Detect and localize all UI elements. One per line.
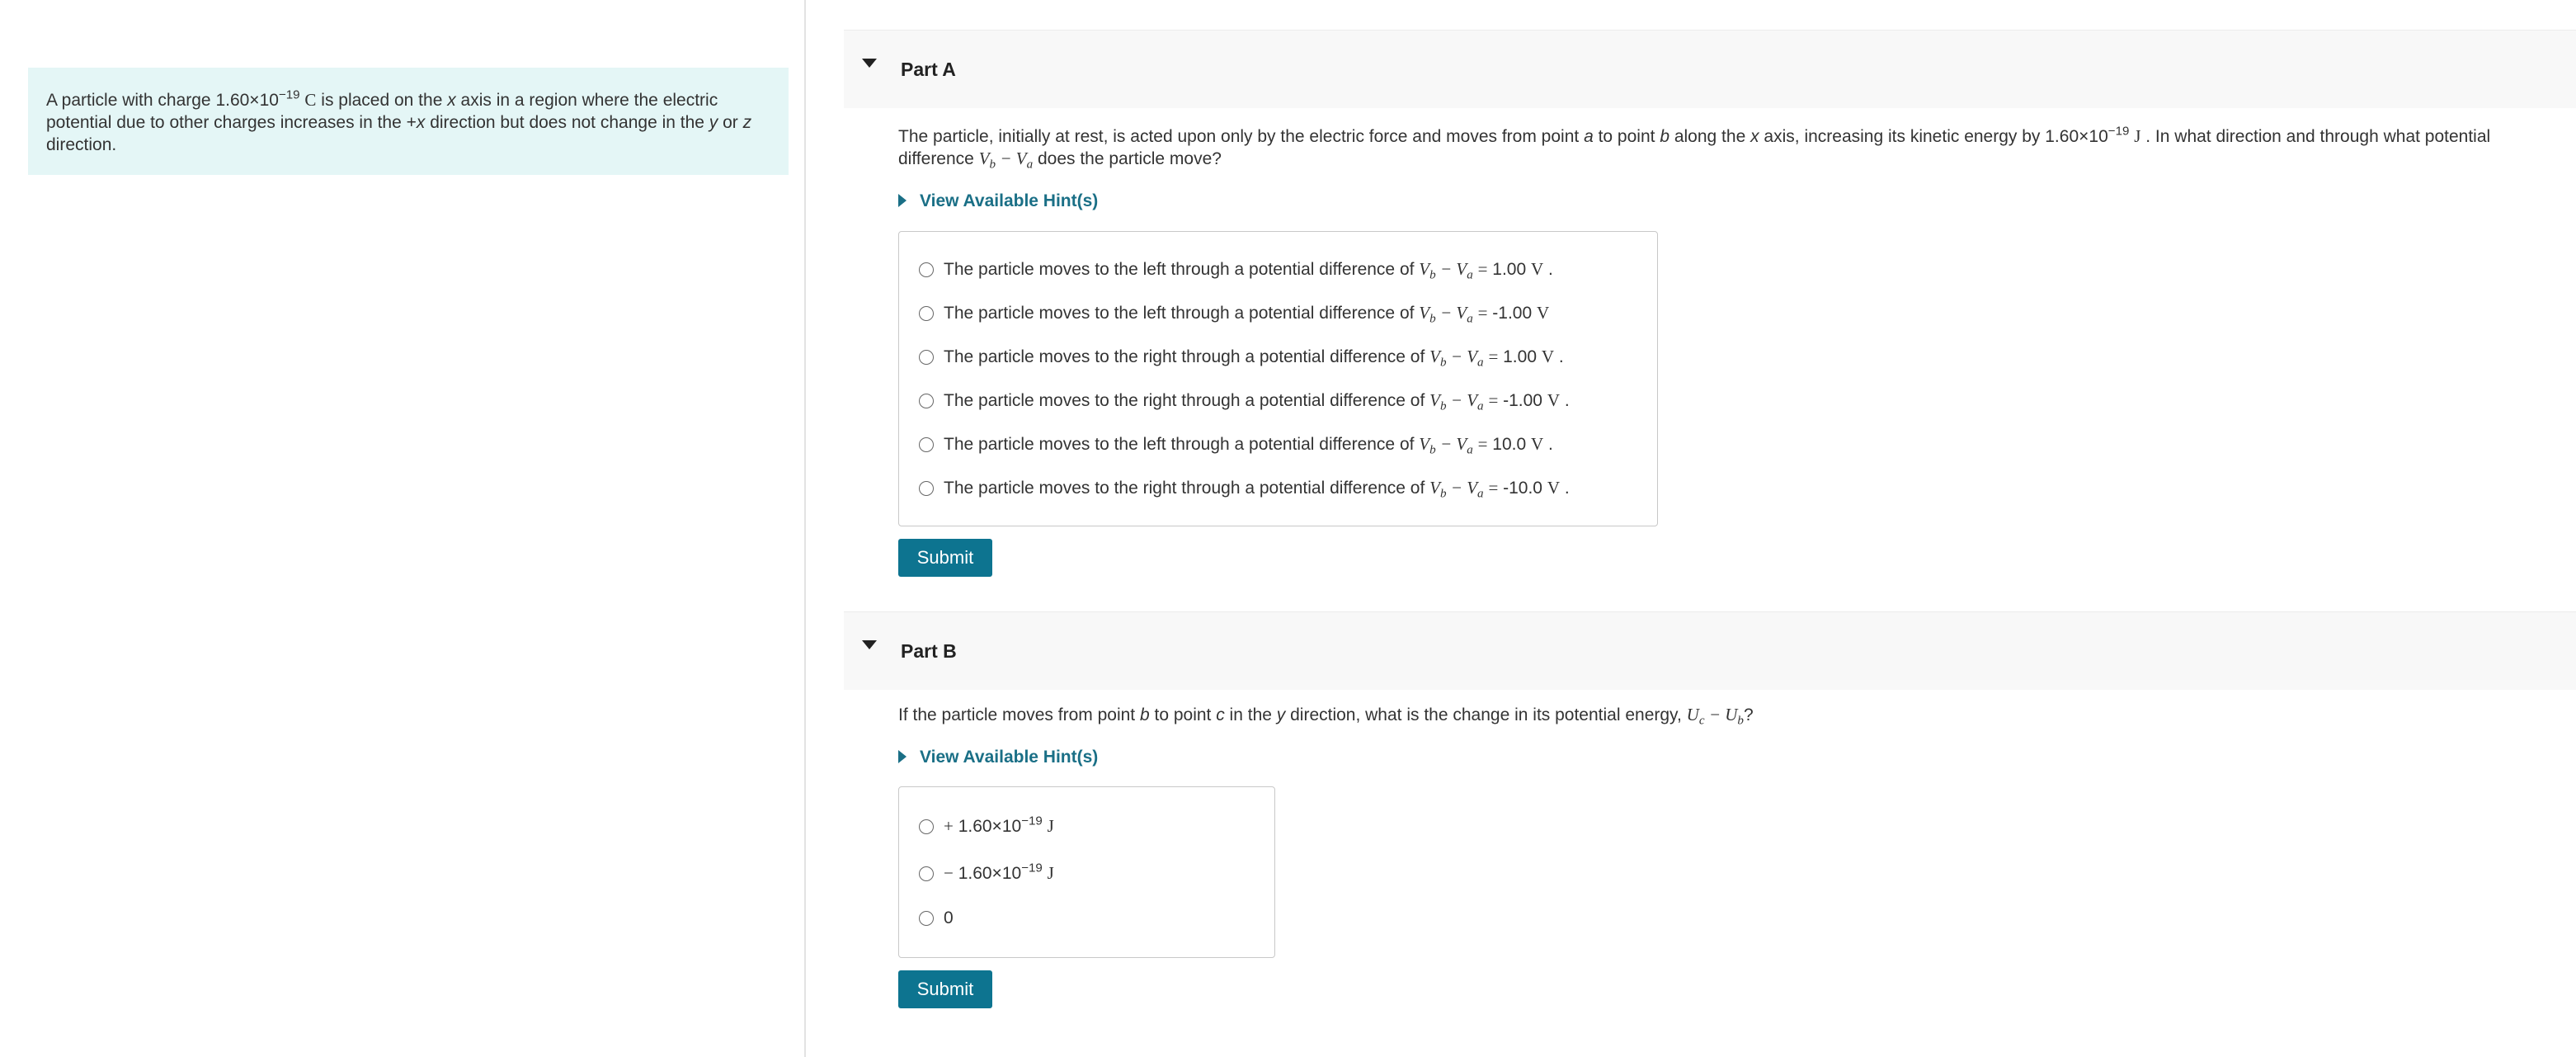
question-text: ? xyxy=(1743,705,1754,724)
question-text: to point xyxy=(1593,127,1660,146)
part-a-choice-5[interactable] xyxy=(919,432,1553,456)
question-text: axis, increasing its kinetic energy by xyxy=(1759,127,2046,146)
question-text: in the xyxy=(1224,705,1277,724)
radio-button[interactable] xyxy=(919,866,934,881)
part-a-choices xyxy=(898,231,1658,526)
part-a-choice-3[interactable] xyxy=(919,344,1564,369)
problem-introduction xyxy=(28,68,789,175)
caret-down-icon xyxy=(862,59,877,68)
choice-text: The particle moves to the right through a potential difference of xyxy=(944,479,1430,498)
potential-difference-expression: $V_b - V_a$ xyxy=(1419,259,1473,282)
question-text: direction, what is the change in its potential energy, xyxy=(1285,705,1687,724)
choice-sign: + xyxy=(944,816,954,836)
choice-unit: V xyxy=(1541,347,1555,366)
hint-label: View Available Hint(s) xyxy=(920,191,1099,210)
point-label: c xyxy=(1216,705,1225,724)
part-a-submit-button[interactable]: Submit xyxy=(898,539,992,577)
intro-text: direction but does not change in the xyxy=(425,113,709,132)
question-text: . In what direction and through what potential difference xyxy=(898,127,2491,168)
part-a-choice-1[interactable] xyxy=(919,257,1553,281)
choice-unit: V xyxy=(1531,259,1544,279)
potential-difference-expression: $V_b - V_a$ xyxy=(1419,434,1473,457)
part-a-choice-4[interactable] xyxy=(919,388,1570,413)
radio-button[interactable] xyxy=(919,911,934,926)
point-label: b xyxy=(1660,127,1669,146)
axis-label: y xyxy=(1276,705,1286,724)
equals-sign: = xyxy=(1477,259,1488,279)
part-b-submit-button[interactable]: Submit xyxy=(898,970,992,1008)
caret-right-icon xyxy=(898,194,907,207)
problem-context-pane xyxy=(0,0,806,1057)
part-b-hint-toggle[interactable] xyxy=(898,745,1098,770)
potential-difference-expression: $V_b - V_a$ xyxy=(1429,390,1484,413)
question-text: If the particle moves from point xyxy=(898,705,1140,724)
equals-sign: = xyxy=(1477,434,1488,454)
part-b-header[interactable] xyxy=(844,611,2576,690)
radio-button[interactable] xyxy=(919,819,934,834)
equals-sign: = xyxy=(1488,478,1499,498)
point-label: a xyxy=(1584,127,1594,146)
choice-suffix: . xyxy=(1554,347,1564,366)
choice-unit: V xyxy=(1547,390,1561,410)
intro-text: axis in a region where the electric potential due to other charges increases in the + xyxy=(46,91,718,132)
hint-label: View Available Hint(s) xyxy=(920,748,1099,767)
choice-text: The particle moves to the left through a potential difference of xyxy=(944,435,1420,454)
choice-unit: J xyxy=(1047,816,1054,836)
potential-difference-expression: $V_b - V_a$ xyxy=(1419,303,1473,326)
part-b-choice-3[interactable] xyxy=(919,906,954,931)
part-a-choice-2[interactable] xyxy=(919,300,1549,325)
part-b-title: Part B xyxy=(901,640,957,662)
radio-button[interactable] xyxy=(919,437,934,452)
choice-unit: J xyxy=(1047,863,1054,883)
choice-text: The particle moves to the right through a potential difference of xyxy=(944,391,1430,410)
part-b-choice-1[interactable] xyxy=(919,814,1054,838)
choice-value: -10.0 xyxy=(1503,479,1542,498)
intro-text: A particle with charge xyxy=(46,91,216,110)
question-text: along the xyxy=(1669,127,1751,146)
part-b-question xyxy=(898,704,2556,726)
intro-text: or xyxy=(718,113,743,132)
equals-sign: = xyxy=(1488,347,1499,366)
choice-unit: V xyxy=(1547,478,1561,498)
intro-variable: x xyxy=(447,91,456,110)
potential-difference-expression: $V_b - V_a$ xyxy=(1429,478,1484,501)
caret-down-icon xyxy=(862,640,877,649)
radio-button[interactable] xyxy=(919,481,934,496)
question-text: The particle, initially at rest, is acted upon only by the electric force and moves from point xyxy=(898,127,1585,146)
radio-button[interactable] xyxy=(919,394,934,408)
choice-value: 1.60×10 xyxy=(958,817,1022,836)
question-text: to point xyxy=(1149,705,1217,724)
choice-value: 1.60×10 xyxy=(958,864,1022,883)
radio-button[interactable] xyxy=(919,262,934,277)
choice-suffix: . xyxy=(1543,260,1553,279)
radio-button[interactable] xyxy=(919,306,934,321)
intro-charge-value: 1.60×10 xyxy=(215,91,279,110)
equals-sign: = xyxy=(1477,303,1488,323)
choice-unit: V xyxy=(1537,303,1550,323)
radio-button[interactable] xyxy=(919,350,934,365)
question-text: does the particle move? xyxy=(1033,149,1222,168)
part-a-question xyxy=(898,125,2556,170)
choice-text: The particle moves to the left through a potential difference of xyxy=(944,260,1420,279)
choice-text: The particle moves to the right through a potential difference of xyxy=(944,347,1430,366)
choice-suffix: . xyxy=(1560,479,1570,498)
axis-label: x xyxy=(1750,127,1759,146)
equals-sign: = xyxy=(1488,390,1499,410)
intro-variable: z xyxy=(742,113,752,132)
potential-energy-expression: $U_c - U_b$ xyxy=(1686,705,1744,728)
part-a-header[interactable] xyxy=(844,30,2576,108)
choice-value: 1.00 xyxy=(1503,347,1537,366)
part-a-choice-6[interactable] xyxy=(919,475,1570,500)
potential-difference-expression: $V_b - V_a$ xyxy=(978,149,1034,172)
intro-variable: y xyxy=(709,113,718,132)
intro-charge-exponent: −19 xyxy=(278,87,300,102)
choice-suffix: . xyxy=(1543,435,1553,454)
choice-exponent: −19 xyxy=(1021,814,1043,828)
caret-right-icon xyxy=(898,750,907,763)
choice-exponent: −19 xyxy=(1021,861,1043,875)
intro-text: direction. xyxy=(46,135,117,154)
potential-difference-expression: $V_b - V_a$ xyxy=(1429,347,1484,370)
part-b-choices xyxy=(898,786,1275,958)
intro-variable: x xyxy=(416,113,426,132)
part-b-choice-2[interactable] xyxy=(919,861,1054,885)
choice-value: 0 xyxy=(944,908,954,927)
intro-charge-unit: C xyxy=(304,90,317,110)
energy-unit: J xyxy=(2134,126,2141,146)
choice-value: 10.0 xyxy=(1492,435,1527,454)
choice-sign: − xyxy=(944,863,954,883)
part-a-title: Part A xyxy=(901,59,956,80)
part-a-hint-toggle[interactable] xyxy=(898,189,1098,214)
choice-value: -1.00 xyxy=(1503,391,1542,410)
choice-text: The particle moves to the left through a potential difference of xyxy=(944,304,1420,323)
intro-text: is placed on the xyxy=(316,91,448,110)
point-label: b xyxy=(1139,705,1150,724)
choice-value: 1.00 xyxy=(1492,260,1527,279)
energy-exponent: −19 xyxy=(2107,124,2130,139)
choice-value: -1.00 xyxy=(1492,304,1533,323)
choice-suffix: . xyxy=(1560,391,1570,410)
energy-value: 1.60×10 xyxy=(2045,127,2108,146)
choice-unit: V xyxy=(1531,434,1544,454)
